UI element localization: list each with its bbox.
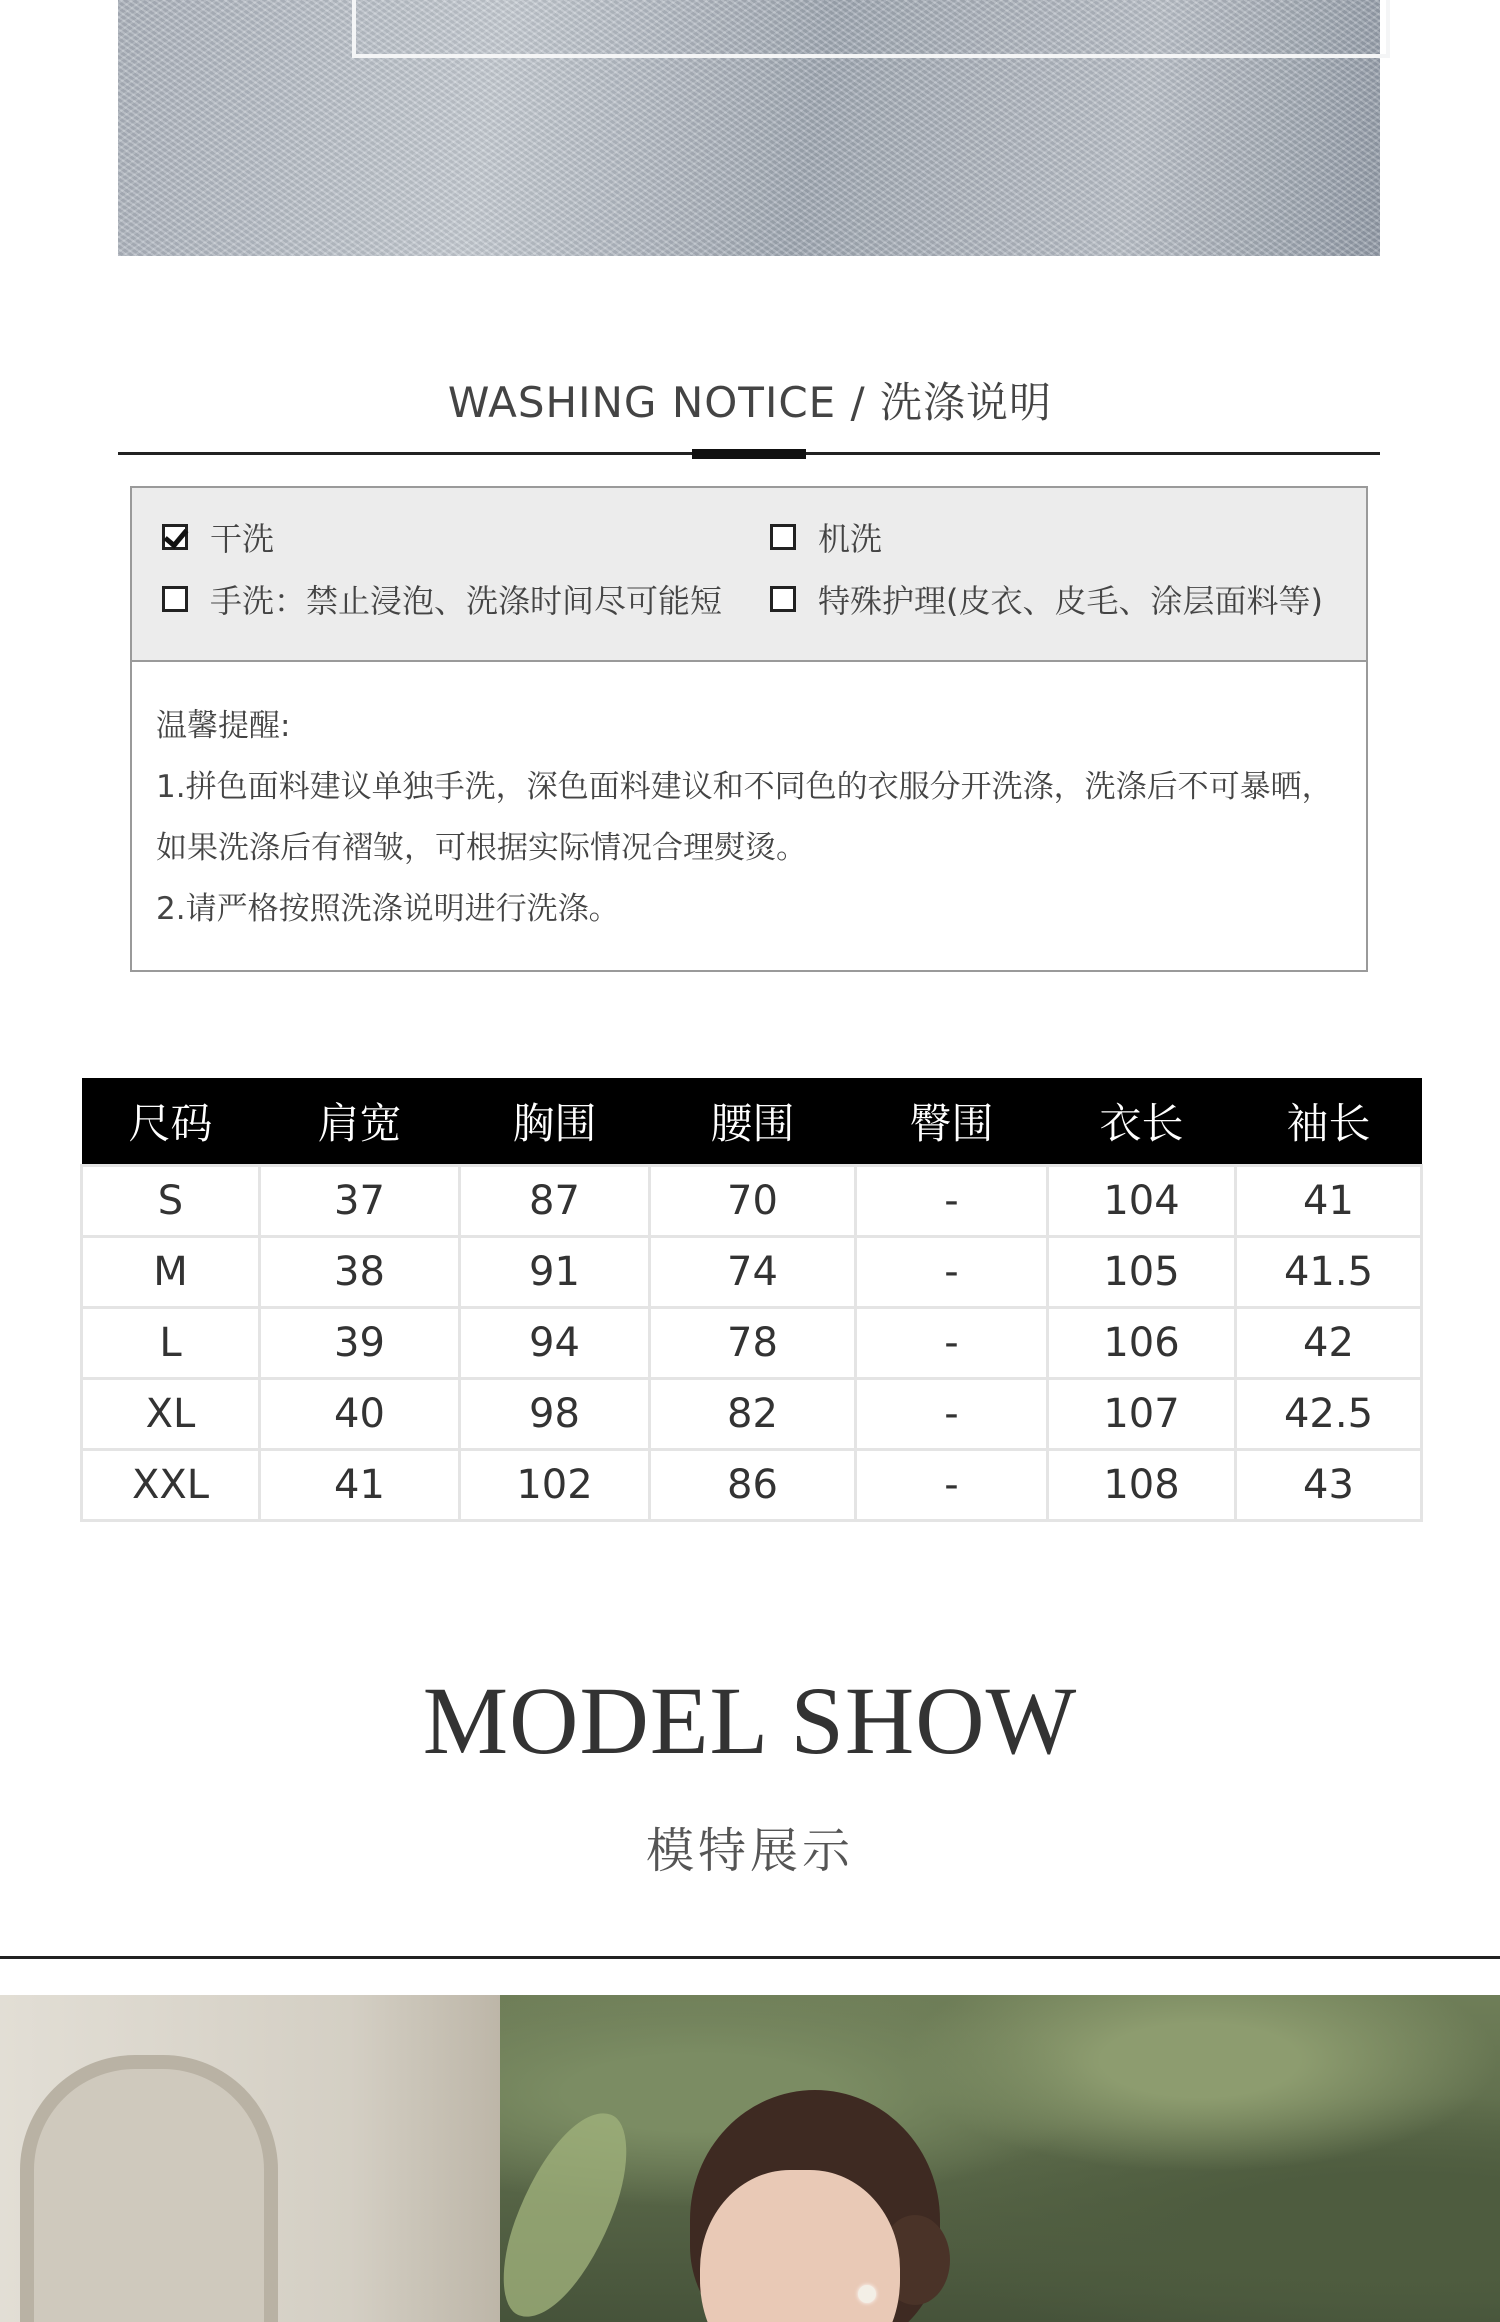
size-cell: XXL [82,1450,260,1521]
table-cell: - [856,1308,1048,1379]
table-cell: 106 [1048,1308,1236,1379]
washing-notice-divider-accent [692,449,806,459]
table-cell: 98 [460,1379,650,1450]
model-show-subtitle: 模特展示 [645,1823,854,1879]
table-cell: 107 [1048,1379,1236,1450]
column-header-chest: 胸围 [460,1078,650,1166]
care-option-label: 手洗：禁止浸泡、洗涤时间尽可能短 [210,582,723,620]
care-option-label: 干洗 [210,520,275,558]
photo-wall-background [0,1995,500,2322]
table-cell: - [856,1166,1048,1237]
column-header-shoulder: 肩宽 [260,1078,460,1166]
table-row [82,1308,1422,1379]
model-photo [0,1995,1500,2322]
table-cell: 39 [260,1308,460,1379]
table-row [82,1379,1422,1450]
care-option-label: 机洗 [818,520,883,558]
care-tips [156,696,1356,940]
table-cell: 38 [260,1237,460,1308]
checkbox-icon[interactable] [162,586,188,612]
table-cell: - [856,1237,1048,1308]
table-cell: 41 [260,1450,460,1521]
fabric-texture-image [118,0,1380,256]
table-cell: 43 [1236,1450,1422,1521]
size-cell: XL [82,1379,260,1450]
column-header-length: 衣长 [1048,1078,1236,1166]
table-cell: 86 [650,1450,856,1521]
tips-line: 如果洗涤后有褶皱，可根据实际情况合理熨烫。 [156,830,807,866]
table-cell: - [856,1379,1048,1450]
column-header-waist: 腰围 [650,1078,856,1166]
size-chart-table [80,1078,1423,1522]
table-row [82,1450,1422,1521]
table-cell: 82 [650,1379,856,1450]
tips-heading: 温馨提醒: [156,708,291,744]
washing-notice-title: WASHING NOTICE / 洗涤说明 [447,378,1053,427]
table-cell: 42.5 [1236,1379,1422,1450]
checkbox-icon[interactable] [770,524,796,550]
size-cell: L [82,1308,260,1379]
table-cell: 41 [1236,1166,1422,1237]
table-cell: 74 [650,1237,856,1308]
table-cell: 37 [260,1166,460,1237]
column-header-hip: 臀围 [856,1078,1048,1166]
table-cell: 105 [1048,1237,1236,1308]
table-cell: - [856,1450,1048,1521]
table-cell: 108 [1048,1450,1236,1521]
checkbox-checked-icon[interactable] [162,524,188,550]
tips-line: 2.请严格按照洗涤说明进行洗涤。 [156,891,620,927]
table-row [82,1166,1422,1237]
size-cell: S [82,1166,260,1237]
table-cell: 78 [650,1308,856,1379]
model-show-divider [0,1956,1500,1959]
table-cell: 94 [460,1308,650,1379]
care-option-label: 特殊护理(皮衣、皮毛、涂层面料等) [818,582,1323,620]
care-options-panel [132,488,1366,662]
model-earring [858,2285,876,2303]
care-instructions-box [130,486,1368,972]
table-cell: 40 [260,1379,460,1450]
table-cell: 70 [650,1166,856,1237]
column-header-size: 尺码 [82,1078,260,1166]
photo-foliage-background [500,1995,1500,2322]
table-row [82,1237,1422,1308]
size-cell: M [82,1237,260,1308]
care-option-special-care[interactable] [770,576,1323,622]
table-cell: 91 [460,1237,650,1308]
tips-line: 1.拼色面料建议单独手洗，深色面料建议和不同色的衣服分开洗涤，洗涤后不可暴晒， [156,769,1333,805]
table-header-row [82,1078,1422,1166]
table-cell: 102 [460,1450,650,1521]
care-option-machine-wash[interactable] [770,514,882,560]
model-show-title: MODEL SHOW [422,1667,1078,1774]
table-cell: 104 [1048,1166,1236,1237]
checkbox-icon[interactable] [770,586,796,612]
fabric-frame-border [352,0,1390,58]
care-option-dry-clean[interactable] [162,514,274,560]
table-cell: 87 [460,1166,650,1237]
table-cell: 42 [1236,1308,1422,1379]
column-header-sleeve: 袖长 [1236,1078,1422,1166]
table-cell: 41.5 [1236,1237,1422,1308]
care-option-hand-wash[interactable] [162,576,722,622]
photo-archway [20,2055,278,2322]
